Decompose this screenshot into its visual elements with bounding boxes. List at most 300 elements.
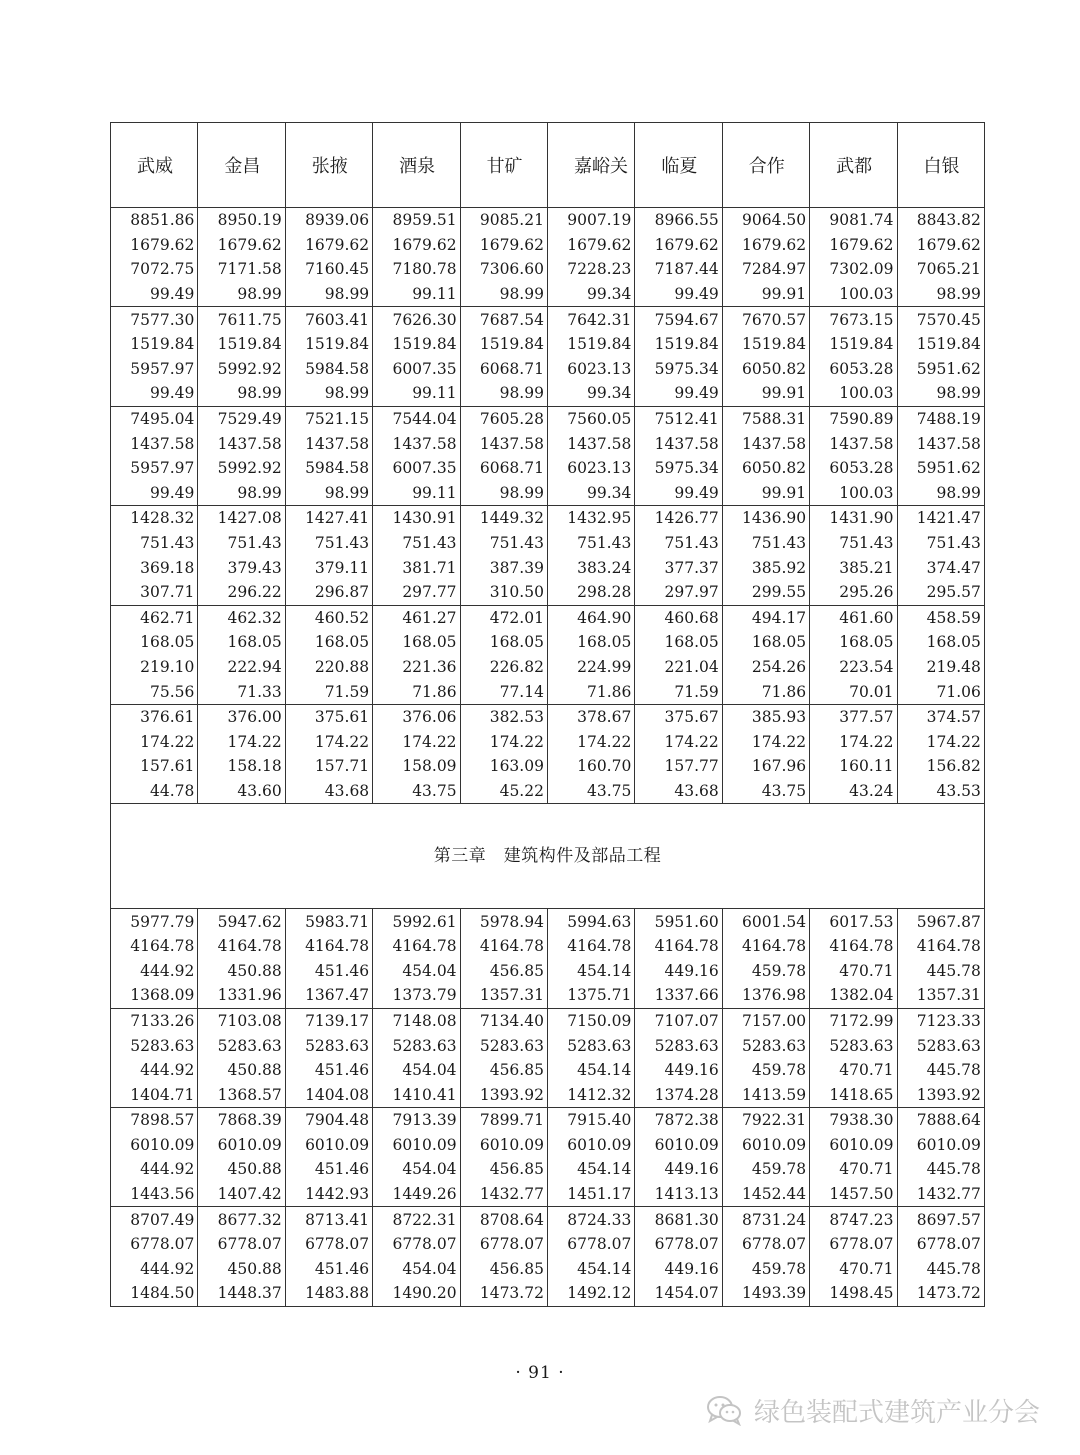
table-cell: 168.05 — [285, 630, 372, 655]
table-cell: 5994.63 — [547, 909, 634, 934]
table-cell: 98.99 — [198, 282, 285, 307]
table-cell: 5992.92 — [198, 456, 285, 481]
table-cell: 1404.71 — [111, 1082, 198, 1107]
table-row — [111, 605, 985, 630]
table-cell: 98.99 — [198, 481, 285, 506]
table-cell: 98.99 — [460, 282, 547, 307]
table-cell: 7673.15 — [810, 307, 897, 332]
table-cell: 5978.94 — [460, 909, 547, 934]
table-cell: 5967.87 — [897, 909, 984, 934]
table-cell: 71.59 — [635, 679, 722, 704]
table-cell: 7588.31 — [722, 406, 809, 431]
table-cell: 7529.49 — [198, 406, 285, 431]
table-cell: 444.92 — [111, 1157, 198, 1182]
table-cell: 44.78 — [111, 779, 198, 804]
table-cell: 456.85 — [460, 1257, 547, 1282]
table-cell: 168.05 — [897, 630, 984, 655]
table-cell: 157.71 — [285, 754, 372, 779]
table-cell: 8747.23 — [810, 1207, 897, 1232]
table-cell: 296.87 — [285, 580, 372, 605]
table-cell: 6778.07 — [897, 1232, 984, 1257]
table-cell: 444.92 — [111, 1058, 198, 1083]
table-cell: 1437.58 — [722, 431, 809, 456]
table-cell: 1519.84 — [285, 332, 372, 357]
table-row — [111, 307, 985, 332]
table-cell: 445.78 — [897, 958, 984, 983]
table-cell: 1357.31 — [460, 983, 547, 1008]
table-cell: 174.22 — [285, 729, 372, 754]
table-cell: 99.91 — [722, 282, 809, 307]
table-cell: 1483.88 — [285, 1281, 372, 1306]
table-row — [111, 779, 985, 804]
table-cell: 4164.78 — [111, 934, 198, 959]
col-header: 酒泉 — [373, 123, 460, 208]
table-cell: 6778.07 — [285, 1232, 372, 1257]
table-cell: 6053.28 — [810, 357, 897, 382]
table-cell: 6050.82 — [722, 357, 809, 382]
table-cell: 1437.58 — [198, 431, 285, 456]
table-cell: 445.78 — [897, 1257, 984, 1282]
table-cell: 7180.78 — [373, 257, 460, 282]
table-cell: 1437.58 — [547, 431, 634, 456]
table-cell: 378.67 — [547, 704, 634, 729]
table-cell: 7577.30 — [111, 307, 198, 332]
table-cell: 7512.41 — [635, 406, 722, 431]
table-cell: 8966.55 — [635, 208, 722, 233]
table-row — [111, 1157, 985, 1182]
table-cell: 7687.54 — [460, 307, 547, 332]
table-cell: 98.99 — [897, 381, 984, 406]
table-cell: 6068.71 — [460, 456, 547, 481]
table-cell: 451.46 — [285, 1058, 372, 1083]
table-cell: 1519.84 — [111, 332, 198, 357]
table-cell: 174.22 — [722, 729, 809, 754]
table-cell: 1337.66 — [635, 983, 722, 1008]
table-cell: 7171.58 — [198, 257, 285, 282]
table-cell: 174.22 — [635, 729, 722, 754]
table-cell: 168.05 — [198, 630, 285, 655]
table-cell: 43.60 — [198, 779, 285, 804]
table-cell: 449.16 — [635, 1257, 722, 1282]
table-cell: 1519.84 — [810, 332, 897, 357]
table-cell: 219.10 — [111, 655, 198, 680]
table-cell: 9085.21 — [460, 208, 547, 233]
table-cell: 71.86 — [547, 679, 634, 704]
table-cell: 444.92 — [111, 958, 198, 983]
table-row — [111, 934, 985, 959]
table-cell: 157.61 — [111, 754, 198, 779]
table-cell: 7904.48 — [285, 1108, 372, 1133]
table-cell: 1407.42 — [198, 1182, 285, 1207]
table-cell: 369.18 — [111, 555, 198, 580]
table-cell: 7172.99 — [810, 1008, 897, 1033]
table-cell: 1519.84 — [198, 332, 285, 357]
table-cell: 1443.56 — [111, 1182, 198, 1207]
table-cell: 6010.09 — [198, 1133, 285, 1158]
table-cell: 6010.09 — [547, 1133, 634, 1158]
table-cell: 174.22 — [111, 729, 198, 754]
table-cell: 464.90 — [547, 605, 634, 630]
table-cell: 1679.62 — [373, 233, 460, 258]
table-cell: 1452.44 — [722, 1182, 809, 1207]
table-cell: 6778.07 — [460, 1232, 547, 1257]
table-cell: 751.43 — [547, 531, 634, 556]
table-cell: 7228.23 — [547, 257, 634, 282]
table-cell: 751.43 — [635, 531, 722, 556]
table-cell: 7160.45 — [285, 257, 372, 282]
table-row — [111, 1008, 985, 1033]
table-cell: 7134.40 — [460, 1008, 547, 1033]
table-cell: 1679.62 — [285, 233, 372, 258]
table-cell: 4164.78 — [547, 934, 634, 959]
table-cell: 5975.34 — [635, 456, 722, 481]
table-cell: 5283.63 — [635, 1033, 722, 1058]
table-cell: 5283.63 — [460, 1033, 547, 1058]
table-cell: 454.14 — [547, 958, 634, 983]
table-cell: 71.86 — [722, 679, 809, 704]
table-cell: 451.46 — [285, 1157, 372, 1182]
table-cell: 7603.41 — [285, 307, 372, 332]
chapter-row — [111, 804, 985, 909]
table-cell: 450.88 — [198, 1257, 285, 1282]
col-header: 甘矿 — [460, 123, 547, 208]
table-row — [111, 1232, 985, 1257]
table-cell: 7157.00 — [722, 1008, 809, 1033]
table-row — [111, 555, 985, 580]
table-cell: 5947.62 — [198, 909, 285, 934]
table-cell: 7888.64 — [897, 1108, 984, 1133]
table-cell: 494.17 — [722, 605, 809, 630]
table-cell: 385.93 — [722, 704, 809, 729]
table-cell: 1431.90 — [810, 506, 897, 531]
table-cell: 379.11 — [285, 555, 372, 580]
table-cell: 7107.07 — [635, 1008, 722, 1033]
table-cell: 77.14 — [460, 679, 547, 704]
table-row — [111, 1082, 985, 1107]
table-cell: 295.26 — [810, 580, 897, 605]
col-header: 临夏 — [635, 123, 722, 208]
table-cell: 382.53 — [460, 704, 547, 729]
table-row — [111, 1281, 985, 1306]
table-cell: 460.52 — [285, 605, 372, 630]
table-cell: 6068.71 — [460, 357, 547, 382]
table-cell: 456.85 — [460, 958, 547, 983]
table-cell: 1679.62 — [635, 233, 722, 258]
table-cell: 5283.63 — [547, 1033, 634, 1058]
table-cell: 1382.04 — [810, 983, 897, 1008]
table-cell: 1492.12 — [547, 1281, 634, 1306]
table-cell: 5283.63 — [373, 1033, 460, 1058]
table-cell: 454.04 — [373, 1058, 460, 1083]
table-cell: 451.46 — [285, 958, 372, 983]
table-cell: 1679.62 — [810, 233, 897, 258]
table-row — [111, 381, 985, 406]
table-cell: 157.77 — [635, 754, 722, 779]
table-cell: 7133.26 — [111, 1008, 198, 1033]
table-cell: 160.70 — [547, 754, 634, 779]
page-number: · 91 · — [515, 1363, 565, 1383]
table-cell: 470.71 — [810, 958, 897, 983]
table-cell: 1449.32 — [460, 506, 547, 531]
table-cell: 8722.31 — [373, 1207, 460, 1232]
table-cell: 1519.84 — [547, 332, 634, 357]
table-cell: 374.47 — [897, 555, 984, 580]
table-cell: 1368.57 — [198, 1082, 285, 1107]
table-cell: 6010.09 — [897, 1133, 984, 1158]
table-cell: 43.75 — [547, 779, 634, 804]
table-cell: 1413.13 — [635, 1182, 722, 1207]
table-cell: 1432.95 — [547, 506, 634, 531]
table-cell: 1457.50 — [810, 1182, 897, 1207]
table-cell: 7611.75 — [198, 307, 285, 332]
table-cell: 5951.62 — [897, 357, 984, 382]
table-cell: 7306.60 — [460, 257, 547, 282]
table-cell: 1454.07 — [635, 1281, 722, 1306]
table-cell: 4164.78 — [635, 934, 722, 959]
table-cell: 1427.41 — [285, 506, 372, 531]
table-cell: 6023.13 — [547, 456, 634, 481]
table-cell: 167.96 — [722, 754, 809, 779]
table-cell: 43.24 — [810, 779, 897, 804]
table-cell: 1430.91 — [373, 506, 460, 531]
table-cell: 98.99 — [285, 282, 372, 307]
table-cell: 459.78 — [722, 958, 809, 983]
table-cell: 222.94 — [198, 655, 285, 680]
table-cell: 751.43 — [460, 531, 547, 556]
table-cell: 7123.33 — [897, 1008, 984, 1033]
table-row — [111, 1033, 985, 1058]
table-cell: 307.71 — [111, 580, 198, 605]
table-cell: 8843.82 — [897, 208, 984, 233]
table-cell: 1679.62 — [897, 233, 984, 258]
section-1-body — [111, 208, 985, 804]
table-row — [111, 531, 985, 556]
table-row — [111, 1058, 985, 1083]
table-cell: 7590.89 — [810, 406, 897, 431]
table-cell: 168.05 — [373, 630, 460, 655]
table-row — [111, 909, 985, 934]
table-cell: 221.04 — [635, 655, 722, 680]
chapter-title: 第三章 建筑构件及部品工程 — [111, 804, 985, 909]
table-cell: 174.22 — [810, 729, 897, 754]
col-header: 武都 — [810, 123, 897, 208]
table-cell: 7495.04 — [111, 406, 198, 431]
table-cell: 43.68 — [635, 779, 722, 804]
table-cell: 376.06 — [373, 704, 460, 729]
table-cell: 6010.09 — [460, 1133, 547, 1158]
table-cell: 381.71 — [373, 555, 460, 580]
table-cell: 6778.07 — [547, 1232, 634, 1257]
table-cell: 98.99 — [460, 481, 547, 506]
section-2-body — [111, 909, 985, 1307]
table-cell: 1679.62 — [111, 233, 198, 258]
table-cell: 5283.63 — [722, 1033, 809, 1058]
table-cell: 1432.77 — [460, 1182, 547, 1207]
table-cell: 7560.05 — [547, 406, 634, 431]
table-cell: 1679.62 — [547, 233, 634, 258]
table-cell: 5983.71 — [285, 909, 372, 934]
table-cell: 174.22 — [460, 729, 547, 754]
table-cell: 1442.93 — [285, 1182, 372, 1207]
table-cell: 1427.08 — [198, 506, 285, 531]
table-cell: 168.05 — [460, 630, 547, 655]
table-cell: 5984.58 — [285, 456, 372, 481]
table-cell: 7626.30 — [373, 307, 460, 332]
table-cell: 43.68 — [285, 779, 372, 804]
table-cell: 174.22 — [547, 729, 634, 754]
table-cell: 7065.21 — [897, 257, 984, 282]
table-row — [111, 481, 985, 506]
watermark — [706, 1390, 1040, 1430]
table-cell: 1432.77 — [897, 1182, 984, 1207]
table-cell: 8713.41 — [285, 1207, 372, 1232]
table-cell: 99.91 — [722, 381, 809, 406]
table-cell: 1373.79 — [373, 983, 460, 1008]
table-cell: 1331.96 — [198, 983, 285, 1008]
table-cell: 470.71 — [810, 1157, 897, 1182]
table-cell: 454.14 — [547, 1058, 634, 1083]
table-cell: 7605.28 — [460, 406, 547, 431]
table-cell: 1519.84 — [635, 332, 722, 357]
col-header: 张掖 — [285, 123, 372, 208]
table-cell: 8677.32 — [198, 1207, 285, 1232]
table-row — [111, 233, 985, 258]
table-cell: 6010.09 — [635, 1133, 722, 1158]
table-cell: 8681.30 — [635, 1207, 722, 1232]
table-cell: 6010.09 — [810, 1133, 897, 1158]
table-cell: 1393.92 — [897, 1082, 984, 1107]
table-cell: 1473.72 — [460, 1281, 547, 1306]
table-row — [111, 630, 985, 655]
table-cell: 6010.09 — [285, 1133, 372, 1158]
table-cell: 99.49 — [635, 381, 722, 406]
table-cell: 5283.63 — [897, 1033, 984, 1058]
table-cell: 6010.09 — [111, 1133, 198, 1158]
table-cell: 6050.82 — [722, 456, 809, 481]
table-cell: 5984.58 — [285, 357, 372, 382]
table-cell: 1437.58 — [635, 431, 722, 456]
chapter-divider — [111, 804, 985, 909]
table-cell: 5975.34 — [635, 357, 722, 382]
table-cell: 100.03 — [810, 282, 897, 307]
table-cell: 454.14 — [547, 1257, 634, 1282]
table-cell: 6010.09 — [373, 1133, 460, 1158]
table-cell: 168.05 — [810, 630, 897, 655]
table-cell: 254.26 — [722, 655, 809, 680]
table-cell: 1437.58 — [111, 431, 198, 456]
table-cell: 445.78 — [897, 1157, 984, 1182]
table-cell: 7898.57 — [111, 1108, 198, 1133]
col-header: 合作 — [722, 123, 809, 208]
table-row — [111, 406, 985, 431]
table-cell: 7872.38 — [635, 1108, 722, 1133]
table-cell: 4164.78 — [373, 934, 460, 959]
table-cell: 459.78 — [722, 1157, 809, 1182]
table-cell: 1519.84 — [897, 332, 984, 357]
header-row — [111, 123, 985, 208]
table-cell: 1413.59 — [722, 1082, 809, 1107]
col-header: 白银 — [897, 123, 984, 208]
table-cell: 8950.19 — [198, 208, 285, 233]
table-cell: 1519.84 — [373, 332, 460, 357]
table-cell: 100.03 — [810, 481, 897, 506]
table-cell: 168.05 — [111, 630, 198, 655]
table-cell: 1679.62 — [460, 233, 547, 258]
table-cell: 7103.08 — [198, 1008, 285, 1033]
table-cell: 751.43 — [722, 531, 809, 556]
table-cell: 7187.44 — [635, 257, 722, 282]
table-cell: 7899.71 — [460, 1108, 547, 1133]
table-cell: 310.50 — [460, 580, 547, 605]
table-cell: 1484.50 — [111, 1281, 198, 1306]
table-cell: 454.04 — [373, 958, 460, 983]
table-cell: 454.14 — [547, 1157, 634, 1182]
table-cell: 1679.62 — [198, 233, 285, 258]
col-header: 金昌 — [198, 123, 285, 208]
table-cell: 5283.63 — [810, 1033, 897, 1058]
table-row — [111, 506, 985, 531]
table-cell: 75.56 — [111, 679, 198, 704]
table-cell: 1368.09 — [111, 983, 198, 1008]
table-cell: 1448.37 — [198, 1281, 285, 1306]
table-cell: 98.99 — [897, 282, 984, 307]
table-cell: 1679.62 — [722, 233, 809, 258]
table-cell: 5957.97 — [111, 357, 198, 382]
table-cell: 160.11 — [810, 754, 897, 779]
table-cell: 9007.19 — [547, 208, 634, 233]
table-cell: 462.32 — [198, 605, 285, 630]
table-row — [111, 282, 985, 307]
table-cell: 375.61 — [285, 704, 372, 729]
table-cell: 7302.09 — [810, 257, 897, 282]
table-cell: 224.99 — [547, 655, 634, 680]
table-row — [111, 208, 985, 233]
table-cell: 5951.62 — [897, 456, 984, 481]
table-cell: 1519.84 — [722, 332, 809, 357]
table-cell: 383.24 — [547, 555, 634, 580]
table-cell: 7913.39 — [373, 1108, 460, 1133]
table-cell: 470.71 — [810, 1257, 897, 1282]
table-cell: 6007.35 — [373, 456, 460, 481]
table-cell: 6001.54 — [722, 909, 809, 934]
table-cell: 1421.47 — [897, 506, 984, 531]
table-cell: 7594.67 — [635, 307, 722, 332]
table-cell: 4164.78 — [897, 934, 984, 959]
table-cell: 156.82 — [897, 754, 984, 779]
table-cell: 6017.53 — [810, 909, 897, 934]
table-cell: 5283.63 — [111, 1033, 198, 1058]
price-table — [110, 122, 985, 1307]
table-cell: 7915.40 — [547, 1108, 634, 1133]
table-cell: 8959.51 — [373, 208, 460, 233]
table-cell: 99.49 — [111, 381, 198, 406]
table-cell: 296.22 — [198, 580, 285, 605]
table-cell: 7139.17 — [285, 1008, 372, 1033]
table-cell: 99.34 — [547, 481, 634, 506]
table-row — [111, 704, 985, 729]
table-cell: 751.43 — [111, 531, 198, 556]
table-cell: 99.49 — [635, 282, 722, 307]
table-cell: 174.22 — [198, 729, 285, 754]
table-cell: 1493.39 — [722, 1281, 809, 1306]
table-cell: 9081.74 — [810, 208, 897, 233]
table-cell: 297.77 — [373, 580, 460, 605]
table-row — [111, 456, 985, 481]
table-cell: 174.22 — [373, 729, 460, 754]
table-cell: 158.18 — [198, 754, 285, 779]
table-cell: 1428.32 — [111, 506, 198, 531]
table-cell: 459.78 — [722, 1058, 809, 1083]
